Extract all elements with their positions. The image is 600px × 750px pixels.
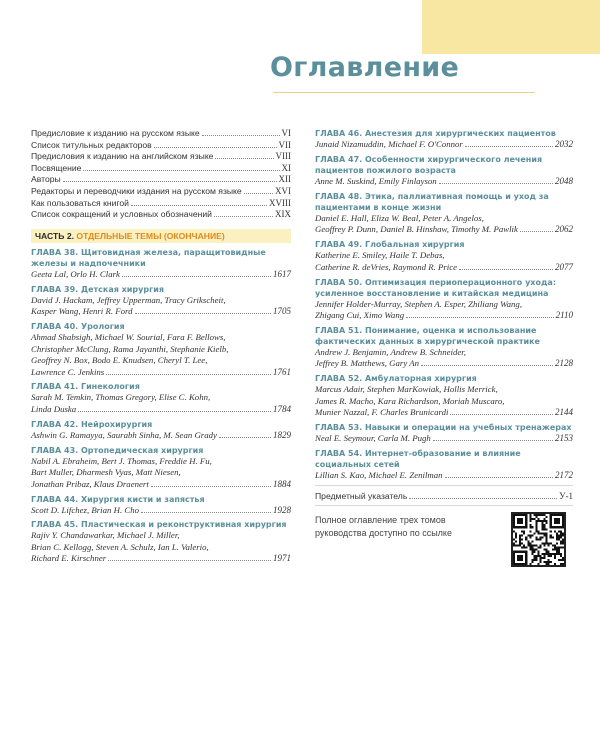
chapter-authors (31, 456, 291, 491)
dot-leader (445, 477, 553, 478)
page-title: Оглавление (270, 52, 460, 83)
chapter-list-left (31, 247, 291, 565)
toc-entry[interactable] (31, 163, 291, 175)
toc-entry-page: VIII (275, 151, 291, 162)
author-line (315, 347, 573, 359)
chapter-authors (315, 470, 573, 482)
author-names: Ahmad Shabsigh, Michael W. Sourial, Fara F. Bellows, (31, 332, 226, 343)
chapter-page: 2153 (555, 433, 573, 444)
chapter-authors (315, 299, 573, 322)
chapter-page: 1617 (273, 268, 291, 279)
chapter-title: ГЛАВА 47. Особенности хирургического лечения пациентов пожилого возраста (315, 154, 543, 175)
chapter-authors (315, 384, 573, 419)
chapter-entry[interactable] (31, 284, 291, 318)
chapter-page: 2128 (555, 358, 573, 369)
qr-note: Полное оглавление трех томов руководства доступно по ссылке (315, 515, 452, 539)
dot-leader (141, 512, 271, 513)
chapter-entry[interactable] (31, 445, 291, 491)
chapter-page: 2062 (555, 224, 573, 235)
author-line (315, 213, 573, 225)
chapter-title: ГЛАВА 46. Анестезия для хирургических пациентов (315, 129, 556, 138)
author-line (31, 467, 291, 479)
author-names: Nabil A. Ebraheim, Bert J. Thomas, Freddie H. Fu, (31, 455, 212, 466)
author-names: Lillian S. Kao, Michael E. Zenilman (315, 470, 443, 481)
author-line (31, 530, 291, 542)
dot-leader (106, 374, 271, 375)
author-names: Geeta Lal, Orlo H. Clark (31, 268, 120, 279)
chapter-entry[interactable] (315, 422, 573, 445)
toc-entry-title: Как пользоваться книгой (31, 197, 129, 208)
dot-leader (122, 276, 271, 277)
author-names: Munier Nazzal, F. Charles Brunicardi (315, 407, 449, 418)
author-names: Katherine E. Smiley, Haile T. Debas, (315, 250, 445, 261)
divider (315, 485, 573, 486)
author-names: Linda Duska (31, 403, 77, 414)
chapter-page: 2048 (555, 175, 573, 186)
author-names: Catherine R. deVries, Raymond R. Price (315, 261, 458, 272)
author-line (31, 542, 291, 554)
toc-entry-page: XVI (275, 185, 291, 196)
chapter-page: 2172 (555, 470, 573, 481)
author-names: Geoffrey N. Box, Bodo E. Knudsen, Cheryl T. Lee, (31, 355, 208, 366)
chapter-page: 1761 (273, 366, 291, 377)
chapter-authors (315, 250, 573, 273)
chapter-authors (315, 139, 573, 151)
part-heading (31, 229, 291, 243)
author-line (31, 269, 291, 281)
author-line (315, 262, 573, 274)
toc-entry[interactable] (31, 128, 291, 140)
chapter-title: ГЛАВА 52. Амбулаторная хирургия (315, 374, 477, 384)
dot-leader (520, 231, 553, 232)
dot-leader (406, 317, 554, 318)
author-names: Kasper Wang, Henri R. Ford (31, 306, 133, 317)
chapter-authors (31, 295, 291, 318)
chapter-list-right (315, 128, 573, 482)
author-names: Jonathan Pribaz, Klaus Draenert (31, 478, 149, 489)
chapter-entry[interactable] (31, 247, 291, 281)
chapter-authors (31, 530, 291, 565)
toc-entry-page: XVIII (269, 197, 291, 208)
chapter-page: 1829 (273, 429, 291, 440)
chapter-title: ГЛАВА 38. Щитовидная железа, паращитовидные железы и надпочечники (31, 247, 266, 268)
dot-leader (433, 440, 553, 441)
dot-leader (244, 193, 273, 194)
chapter-authors (315, 433, 573, 445)
dot-leader (202, 135, 280, 136)
dot-leader (108, 560, 271, 561)
toc-entry-title: Предисловия к изданию на английском языке (31, 151, 214, 162)
author-names: Jennifer Holder-Murray, Stephen A. Esper, Zhiliang Wang, (315, 298, 523, 309)
chapter-title: ГЛАВА 42. Нейрохирургия (31, 419, 153, 429)
toc-entry-page: XI (281, 162, 291, 173)
chapter-authors (31, 269, 291, 281)
chapter-entry[interactable] (315, 448, 573, 482)
author-line (31, 392, 291, 404)
chapter-page: 1705 (273, 306, 291, 317)
chapter-title: ГЛАВА 51. Понимание, оценка и использование фактических данных в хирургической практике (315, 325, 540, 346)
dot-leader (78, 411, 271, 412)
chapter-entry[interactable] (315, 191, 573, 236)
dot-leader (459, 269, 553, 270)
toc-entry[interactable] (31, 140, 291, 152)
dot-leader (465, 146, 553, 147)
author-names: Scott D. Lifchez, Brian H. Cho (31, 504, 140, 515)
author-names: Ashwin G. Ramayya, Saurabh Sinha, M. Sean Grady (31, 429, 217, 440)
chapter-page: 1784 (273, 403, 291, 414)
author-line (315, 299, 573, 311)
title-rule (273, 92, 535, 93)
toc-entry-title: Список сокращений и условных обозначений (31, 209, 212, 220)
toc-entry-title: Предисловие к изданию на русском языке (31, 128, 200, 138)
chapter-title: ГЛАВА 43. Ортопедическая хирургия (31, 445, 204, 455)
right-column (315, 128, 573, 572)
chapter-page: 1971 (273, 553, 291, 564)
chapter-authors (31, 332, 291, 378)
chapter-page: 1884 (273, 478, 291, 489)
dot-leader (214, 216, 273, 217)
chapter-authors (31, 430, 291, 442)
toc-entry-title: Список титульных редакторов (31, 139, 152, 150)
qr-code-icon[interactable] (511, 512, 566, 567)
author-names: Daniel E. Hall, Eliza W. Beal, Peter A. Angelos, (315, 212, 484, 223)
toc-entry-page: У-1 (559, 491, 573, 502)
author-line (315, 224, 573, 236)
chapter-authors (315, 176, 573, 188)
chapter-entry[interactable] (315, 239, 573, 273)
chapter-title: ГЛАВА 54. Интернет-образование и влияние социальных сетей (315, 449, 521, 470)
chapter-title: ГЛАВА 40. Урология (31, 322, 125, 332)
divider (315, 505, 573, 506)
author-names: Jeffrey B. Matthews, Gary An (315, 358, 420, 369)
chapter-authors (31, 505, 291, 517)
toc-entry[interactable] (31, 174, 291, 186)
dot-leader (154, 147, 277, 148)
toc-entry-title: Редакторы и переводчики издания на русском языке (31, 185, 242, 196)
author-names: Bart Muller, Dharmesh Vyas, Matt Niesen, (31, 467, 181, 478)
chapter-entry[interactable] (315, 154, 573, 188)
chapter-entry[interactable] (315, 373, 573, 419)
part-title: ОТДЕЛЬНЫЕ ТЕМЫ (ОКОНЧАНИЕ) (76, 230, 225, 241)
chapter-page: 2032 (555, 139, 573, 149)
author-names: David J. Hackam, Jeffrey Upperman, Tracy Grikscheit, (31, 294, 226, 305)
chapter-entry[interactable] (315, 277, 573, 322)
chapter-title: ГЛАВА 53. Навыки и операции на учебных тренажерах (315, 423, 572, 433)
dot-leader (215, 158, 273, 159)
author-names: Richard E. Kirschner (31, 553, 107, 564)
part-number: ЧАСТЬ 2. (35, 230, 75, 241)
chapter-title: ГЛАВА 50. Оптимизация периоперационного ухода: усиленное восстановление и китайская медицина (315, 277, 557, 298)
left-column (31, 128, 291, 568)
toc-entry-title: Посвящение (31, 162, 82, 173)
chapter-entry[interactable] (31, 321, 291, 378)
chapter-entry[interactable] (31, 381, 291, 415)
author-names: Andrew J. Benjamin, Andrew B. Schneider, (315, 346, 466, 357)
author-names: Marcus Adair, Stephen MarKowiak, Hollis Merrick, (315, 384, 498, 395)
author-line (31, 456, 291, 468)
chapter-page: 1928 (273, 504, 291, 515)
chapter-page: 2110 (555, 310, 573, 321)
toc-entry[interactable] (31, 209, 291, 221)
author-names: Anne M. Suskind, Emily Finlayson (315, 175, 437, 186)
chapter-title: ГЛАВА 45. Пластическая и реконструктивная хирургия (31, 520, 287, 530)
dot-leader (409, 498, 557, 499)
dot-leader (135, 313, 272, 314)
author-line (315, 310, 573, 322)
chapter-entry[interactable] (31, 519, 291, 565)
author-line (31, 553, 291, 565)
dot-leader (151, 486, 271, 487)
dot-leader (219, 437, 271, 438)
chapter-authors (315, 347, 573, 370)
author-names: Christopher McClung, Rama Jayanthi, Stephanie Kielb, (31, 343, 229, 354)
author-names: Zhigang Cui, Ximo Wang (315, 310, 405, 321)
author-line (315, 176, 573, 188)
author-line (31, 430, 291, 442)
toc-entry[interactable] (31, 198, 291, 210)
chapter-title: ГЛАВА 39. Детская хирургия (31, 284, 164, 294)
chapter-entry[interactable] (31, 494, 291, 517)
author-names: Sarah M. Temkin, Thomas Gregory, Elise C. Kohn, (31, 392, 211, 403)
author-line (315, 384, 573, 396)
corner-decoration (422, 0, 600, 54)
author-line (315, 433, 573, 445)
author-line (315, 407, 573, 419)
author-names: Brian C. Kellogg, Steven A. Schulz, Ian L. Valerio, (31, 541, 209, 552)
chapter-entry[interactable] (315, 325, 573, 370)
author-names: Lawrence C. Jenkins (31, 366, 105, 377)
dot-leader (421, 365, 553, 366)
chapter-entry[interactable] (315, 128, 573, 151)
chapter-title: ГЛАВА 41. Гинекология (31, 382, 140, 392)
author-names: Rajiv Y. Chandawarkar, Michael J. Miller, (31, 530, 180, 541)
author-line (315, 396, 573, 408)
front-matter-list (31, 128, 291, 221)
toc-entry-title: Предметный указатель (315, 491, 408, 502)
author-names: James R. Macho, Kara Richardson, Moriah Muscaro, (315, 395, 505, 406)
toc-entry-title: Авторы (31, 174, 61, 185)
author-line (31, 479, 291, 491)
toc-entry-page: VI (281, 128, 291, 138)
qr-section (315, 512, 573, 572)
toc-entry-page: XII (278, 174, 291, 185)
toc-entry-page: VII (278, 139, 291, 150)
author-line (315, 358, 573, 370)
author-line (315, 470, 573, 482)
chapter-authors (315, 213, 573, 236)
author-names: Junaid Nizamuddin, Michael F. O'Connor (315, 139, 463, 149)
chapter-authors (31, 392, 291, 415)
dot-leader (83, 170, 279, 171)
author-line (31, 355, 291, 367)
dot-leader (450, 414, 553, 415)
toc-entry[interactable] (31, 186, 291, 198)
chapter-page: 2077 (555, 261, 573, 272)
chapter-title: ГЛАВА 49. Глобальная хирургия (315, 240, 465, 250)
toc-entry-index[interactable] (315, 490, 573, 502)
author-line (31, 367, 291, 379)
author-line (315, 250, 573, 262)
dot-leader (63, 181, 277, 182)
toc-entry[interactable] (31, 151, 291, 163)
author-line (31, 306, 291, 318)
author-line (315, 139, 573, 151)
chapter-title: ГЛАВА 44. Хирургия кисти и запястья (31, 494, 205, 504)
dot-leader (439, 183, 553, 184)
chapter-page: 2144 (555, 407, 573, 418)
chapter-title: ГЛАВА 48. Этика, паллиативная помощь и уход за пациентами в конце жизни (315, 191, 549, 212)
dot-leader (131, 205, 267, 206)
author-line (31, 295, 291, 307)
author-names: Geoffrey P. Dunn, Daniel B. Hinshaw, Timothy M. Pawlik (315, 224, 518, 235)
author-names: Neal E. Seymour, Carla M. Pugh (315, 433, 431, 444)
author-line (31, 344, 291, 356)
author-line (31, 332, 291, 344)
toc-entry-page: XIX (275, 209, 291, 220)
chapter-entry[interactable] (31, 419, 291, 442)
author-line (31, 505, 291, 517)
author-line (31, 404, 291, 416)
